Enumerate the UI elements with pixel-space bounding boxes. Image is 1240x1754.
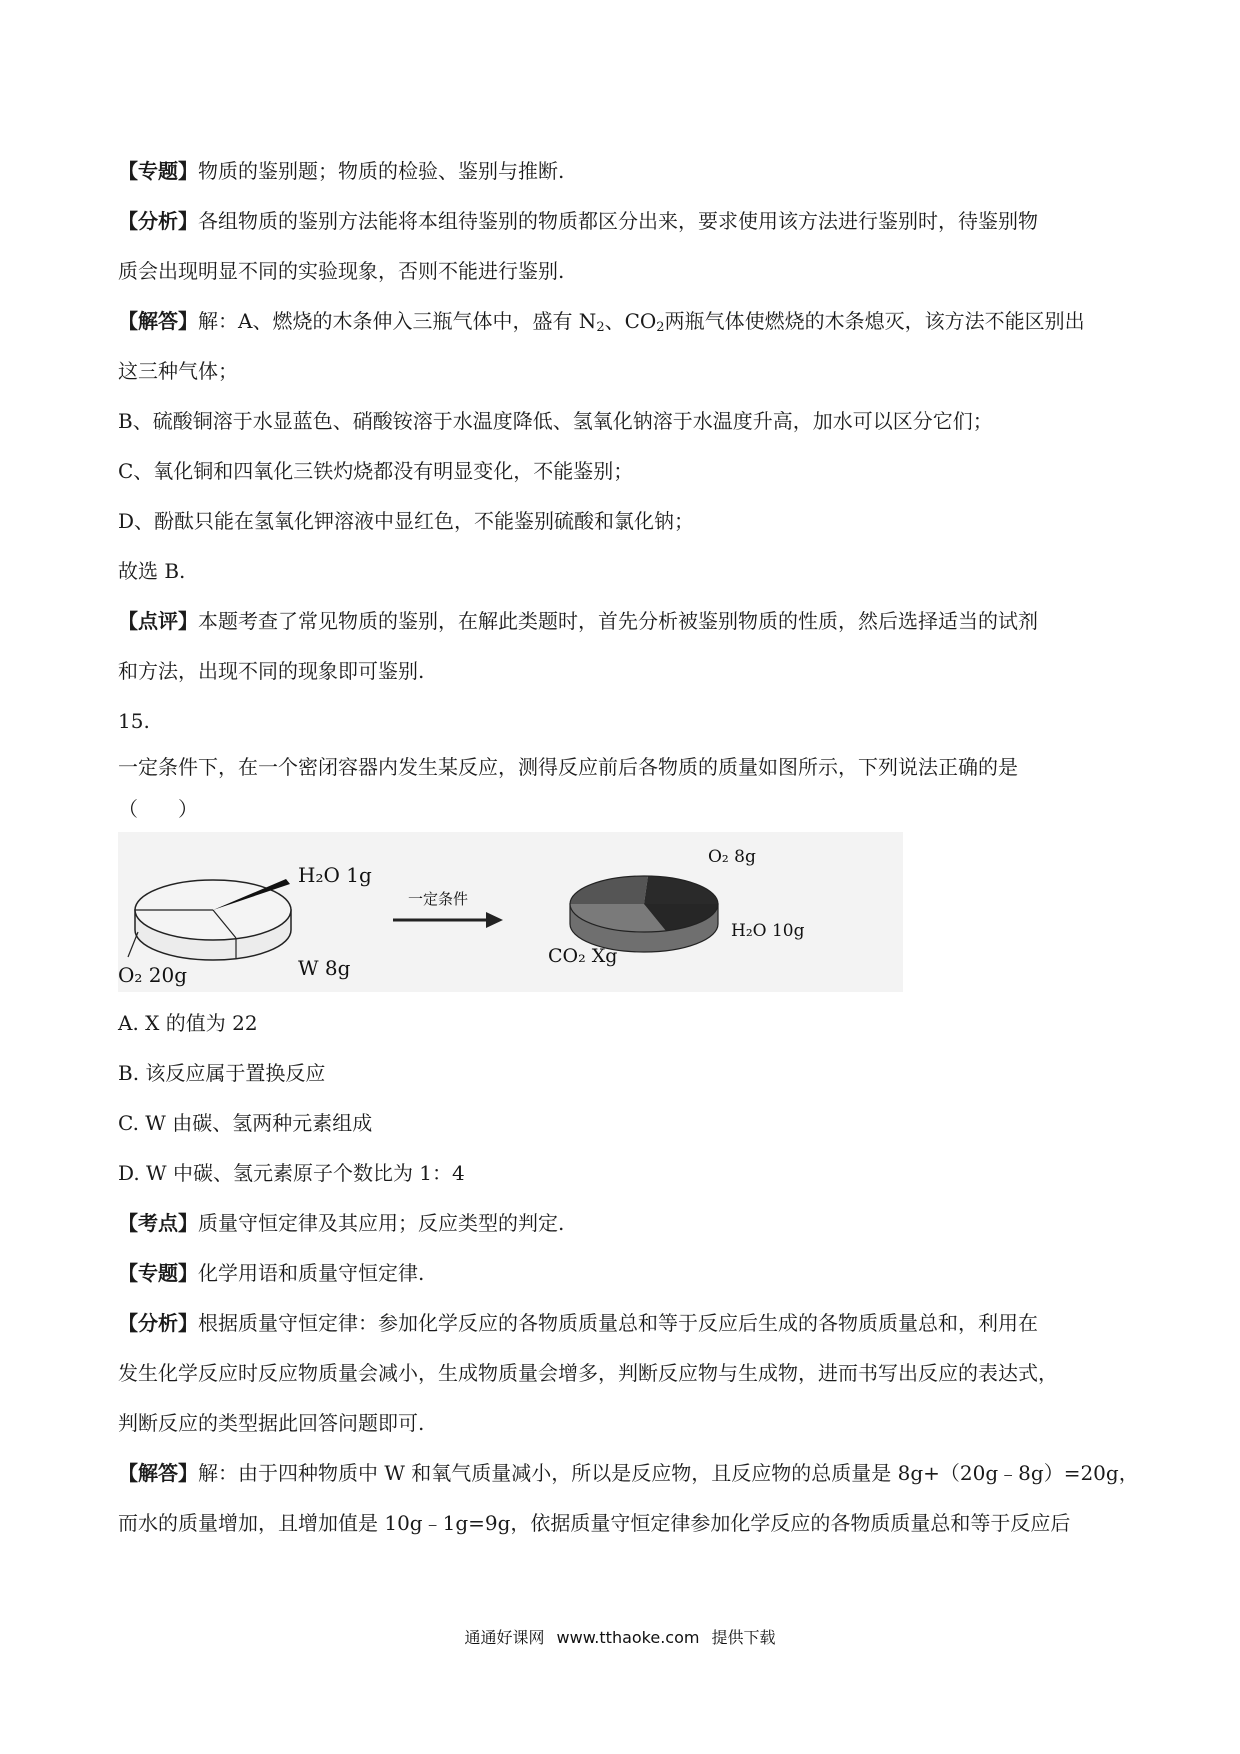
choice-line: 故选 B. — [118, 559, 186, 583]
option-d: D. W 中碳、氢元素原子个数比为 1：4 — [118, 1161, 465, 1185]
q15-topic-text: 化学用语和质量守恒定律. — [198, 1261, 425, 1285]
kaodian-line — [118, 1210, 564, 1236]
footer-suffix: 提供下载 — [711, 1628, 776, 1647]
q15-topic-tag: 【专题】 — [118, 1261, 198, 1285]
q15-answer-tag: 【解答】 — [118, 1461, 198, 1485]
topic-tag: 【专题】 — [118, 159, 198, 183]
kaodian-tag: 【考点】 — [118, 1211, 198, 1235]
footer-site-name: 通通好课网 — [464, 1628, 545, 1647]
answer-a-line-2: 这三种气体； — [118, 359, 238, 383]
comment-line-1 — [118, 608, 1038, 634]
q15-analysis-line-1 — [118, 1310, 1038, 1336]
subscript: 2 — [656, 320, 665, 335]
after-h2o-label: H₂O 10g — [731, 921, 805, 941]
topic-text: 物质的鉴别题；物质的检验、鉴别与推断. — [198, 159, 565, 183]
comment-line-2: 和方法，出现不同的现象即可鉴别. — [118, 659, 425, 683]
answer-a-text-2: 、CO — [604, 309, 657, 333]
analysis-tag: 【分析】 — [118, 209, 198, 233]
comment-text-1: 本题考查了常见物质的鉴别，在解此类题时，首先分析被鉴别物质的性质，然后选择适当的试剂 — [198, 609, 1038, 633]
reaction-figure — [118, 832, 903, 992]
answer-c-line: C、氧化铜和四氧化三铁灼烧都没有明显变化，不能鉴别； — [118, 459, 634, 483]
after-co2-label: CO₂ Xg — [548, 945, 618, 967]
q15-answer-line-1 — [118, 1460, 1139, 1486]
question-stem-2: （ ） — [118, 797, 198, 821]
q15-answer-text-1: 解：由于四种物质中 W 和氧气质量减小，所以是反应物，且反应物的总质量是 8g+（20g﹣8g）=20g， — [198, 1461, 1139, 1485]
option-b: B. 该反应属于置换反应 — [118, 1061, 326, 1085]
q15-analysis-line-2: 发生化学反应时反应物质量会减小，生成物质量会增多，判断反应物与生成物，进而书写出反应的表达式， — [118, 1361, 1058, 1385]
before-h2o-label: H₂O 1g — [298, 863, 372, 887]
answer-line-a — [118, 308, 1085, 341]
answer-tag: 【解答】 — [118, 309, 198, 333]
analysis-line-2: 质会出现明显不同的实验现象，否则不能进行鉴别. — [118, 259, 565, 283]
q15-analysis-text-1: 根据质量守恒定律：参加化学反应的各物质质量总和等于反应后生成的各物质质量总和，利用在 — [198, 1311, 1038, 1335]
before-w-label: W 8g — [298, 956, 351, 980]
analysis-text-1: 各组物质的鉴别方法能将本组待鉴别的物质都区分出来，要求使用该方法进行鉴别时，待鉴别物 — [198, 209, 1038, 233]
question-stem-1: 一定条件下，在一个密闭容器内发生某反应，测得反应前后各物质的质量如图所示，下列说法正确的是 — [118, 755, 1018, 779]
subscript: 2 — [596, 320, 605, 335]
q15-answer-line-2: 而水的质量增加，且增加值是 10g﹣1g=9g，依据质量守恒定律参加化学反应的各物质质量总和等于反应后 — [118, 1511, 1071, 1535]
answer-a-text-3: 两瓶气体使燃烧的木条熄灭，该方法不能区别出 — [664, 309, 1085, 333]
after-o2-label: O₂ 8g — [708, 847, 756, 867]
condition-label: 一定条件 — [408, 890, 469, 908]
q15-analysis-line-3: 判断反应的类型据此回答问题即可. — [118, 1411, 425, 1435]
reaction-arrow — [393, 912, 503, 928]
footer-url[interactable]: www.tthaoke.com — [556, 1628, 700, 1647]
topic-line — [118, 158, 564, 184]
comment-tag: 【点评】 — [118, 609, 198, 633]
answer-a-text-1: 解：A、燃烧的木条伸入三瓶气体中，盛有 N — [198, 309, 597, 333]
before-pie-chart — [128, 879, 291, 960]
after-pie-chart — [570, 876, 718, 952]
option-c: C. W 由碳、氢两种元素组成 — [118, 1111, 373, 1135]
answer-d-line: D、酚酞只能在氢氧化钾溶液中显红色，不能鉴别硫酸和氯化钠； — [118, 509, 695, 533]
answer-b-line: B、硫酸铜溶于水显蓝色、硝酸铵溶于水温度降低、氢氧化钠溶于水温度升高，加水可以区分它们； — [118, 409, 993, 433]
q15-analysis-tag: 【分析】 — [118, 1311, 198, 1335]
before-o2-label: O₂ 20g — [118, 963, 188, 987]
page-footer — [0, 1625, 1240, 1648]
option-a: A. X 的值为 22 — [118, 1011, 258, 1035]
analysis-line-1 — [118, 208, 1038, 234]
question-number: 15. — [118, 709, 150, 733]
kaodian-text: 质量守恒定律及其应用；反应类型的判定. — [198, 1211, 565, 1235]
q15-topic-line — [118, 1260, 424, 1286]
